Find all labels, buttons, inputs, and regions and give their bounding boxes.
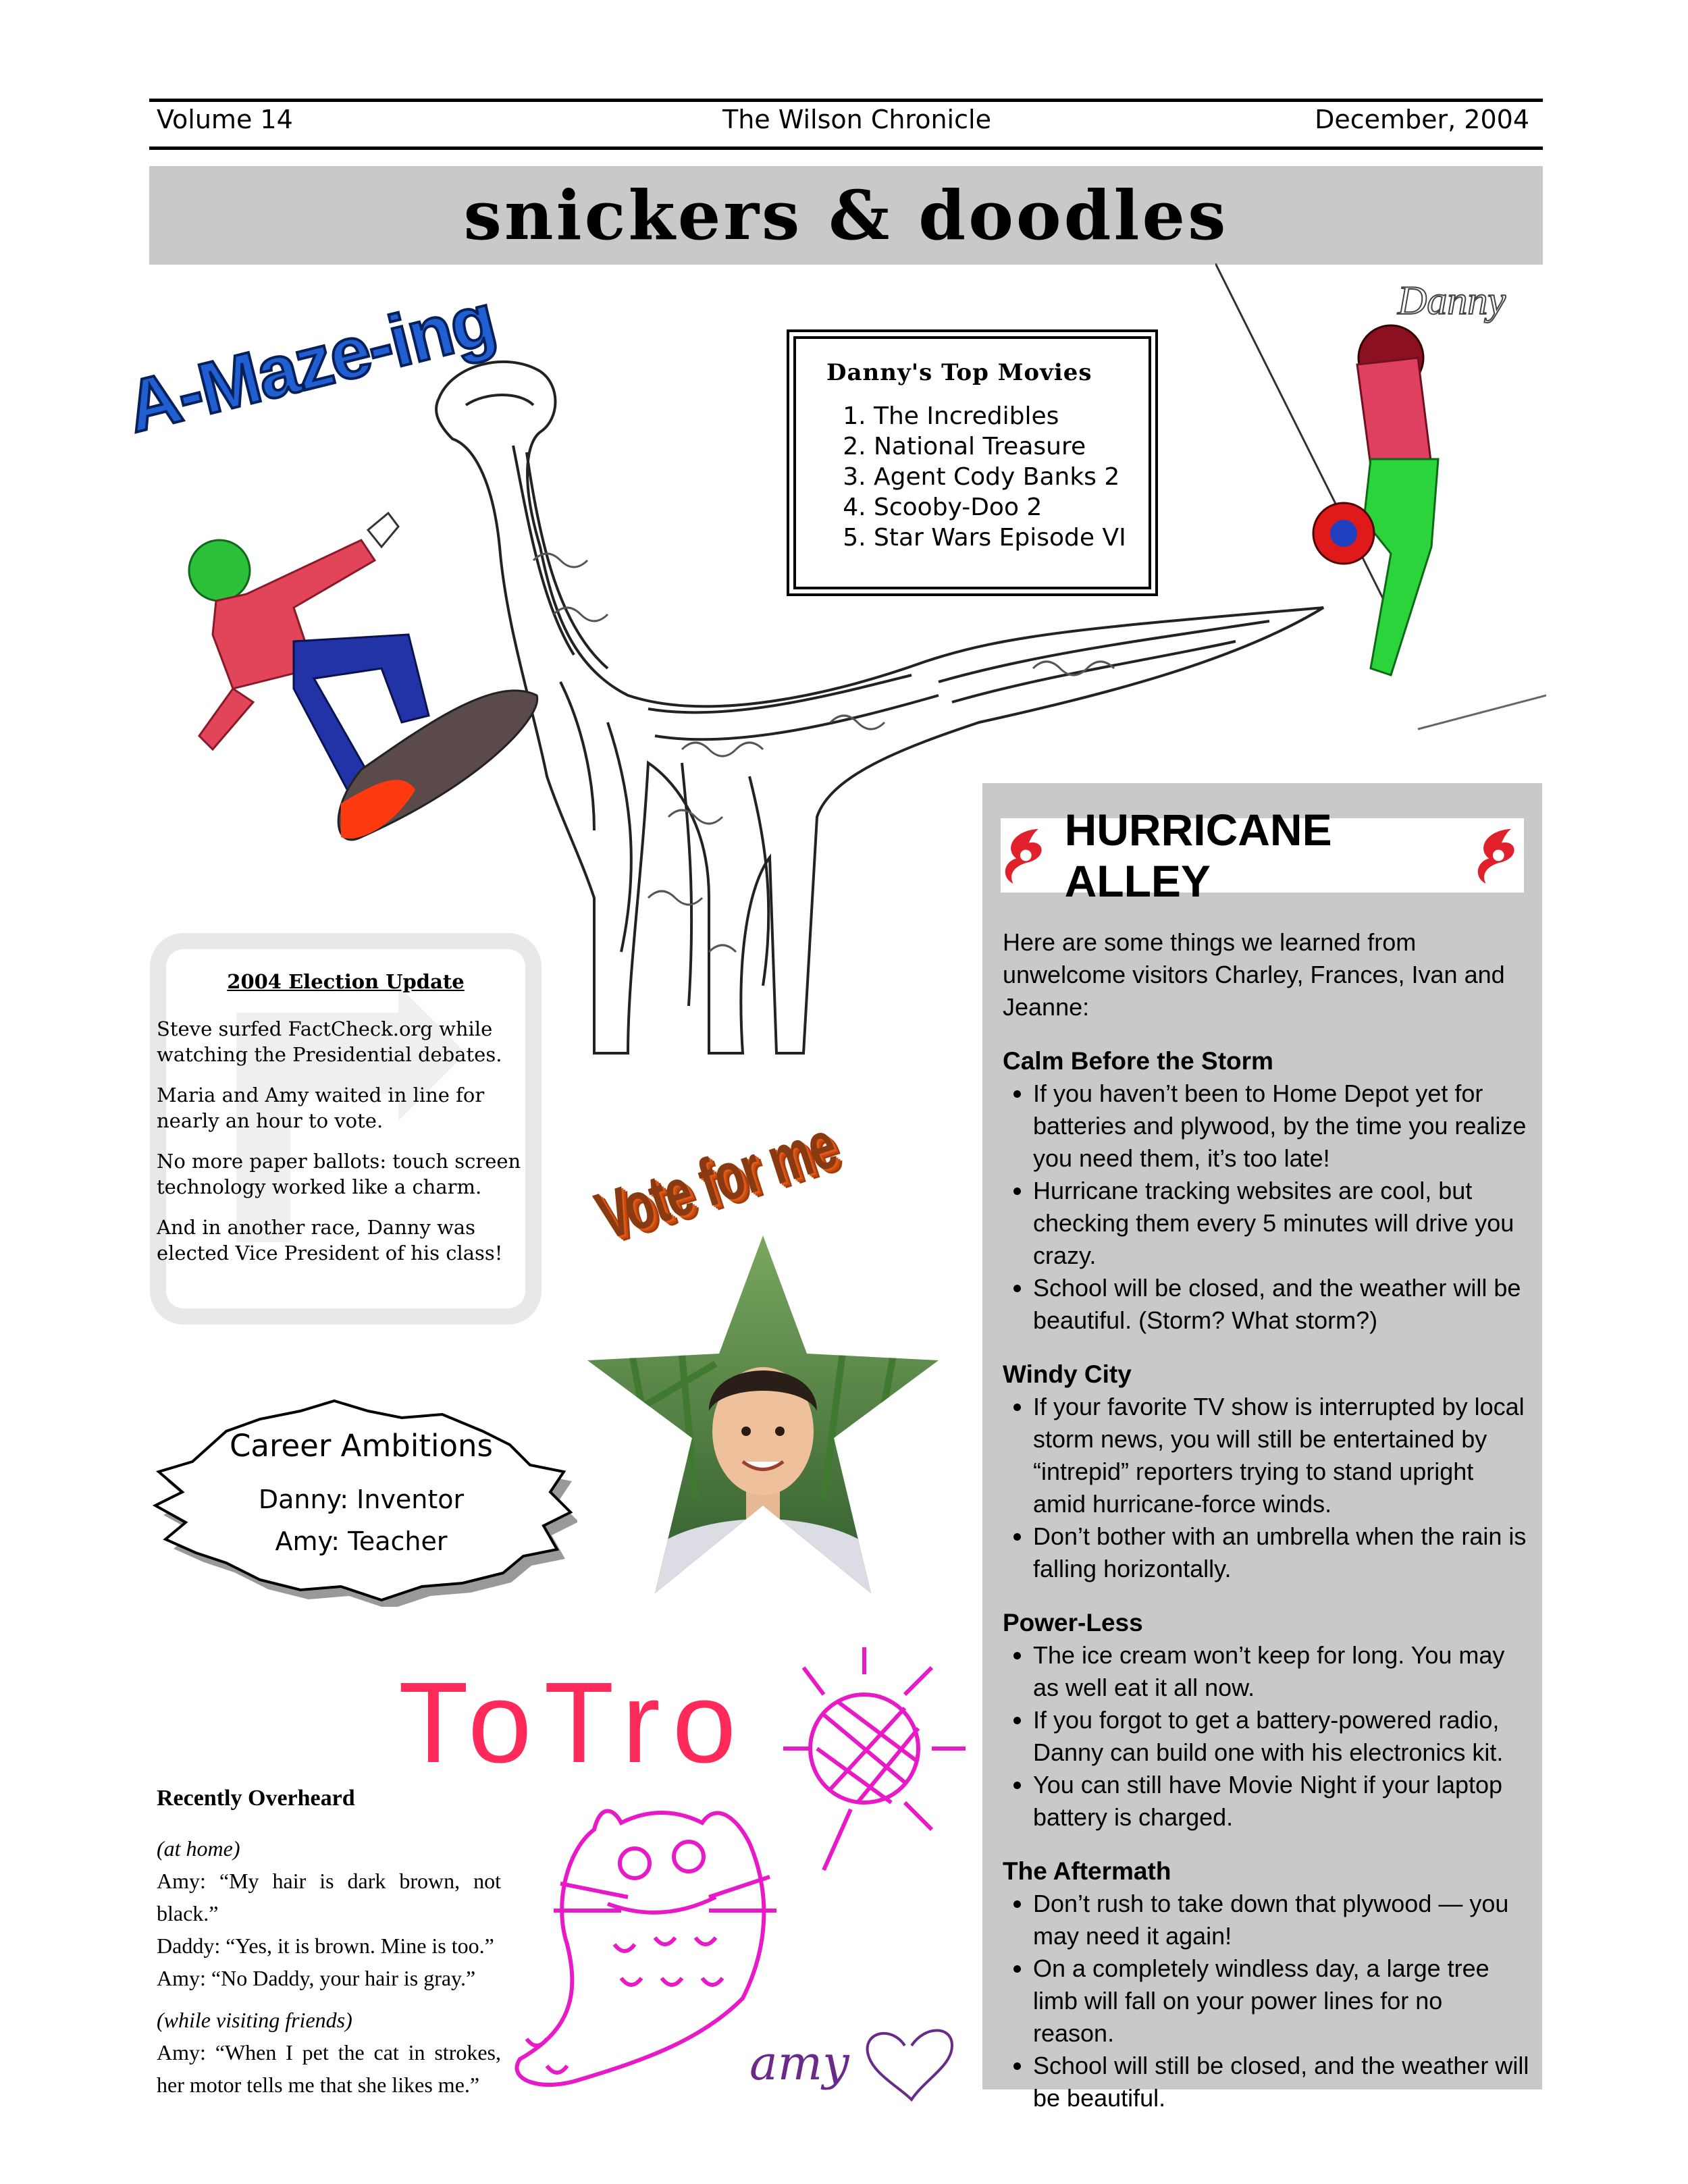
hurricane-tip: • If you haven’t been to Home Depot yet for batteries and plywood, by the time you realize you need them, it’s too late! [1033, 1077, 1529, 1175]
header-top-rule [149, 99, 1543, 102]
overheard-scene: (at home) [157, 1836, 240, 1861]
hurricane-section-list [1003, 1888, 1529, 2114]
movie-item: 4. Scooby-Doo 2 [874, 492, 1128, 523]
hurricane-section-heading: The Aftermath [1003, 1857, 1171, 1885]
hurricane-section-heading: Windy City [1003, 1360, 1132, 1388]
overheard-line: Amy: “When I pet the cat in strokes, her motor tells me that she likes me.” [157, 2040, 501, 2097]
maze-title: A-Maze-ing [118, 277, 502, 448]
climber-drawing [1215, 263, 1546, 783]
top-movies-title: Danny's Top Movies [826, 359, 1092, 386]
hurricane-title-bar [1001, 805, 1524, 906]
movie-item: 1. The Incredibles [874, 401, 1128, 431]
drawing-signature-danny: Danny [1398, 278, 1506, 323]
overheard-scene: (while visiting friends) [157, 2008, 352, 2032]
top-movies-box [787, 329, 1158, 596]
amy-signature: amy [749, 2035, 849, 2091]
election-item: Steve surfed FactCheck.org while watching the Presidential debates. [157, 1017, 502, 1066]
star-photo-danny [581, 1229, 945, 1600]
overheard-line: Amy: “No Daddy, your hair is gray.” [157, 1966, 476, 1990]
election-item: Maria and Amy waited in line for nearly an hour to vote. [157, 1084, 485, 1132]
totoro-text: ToTro [398, 1659, 749, 1787]
hurricane-tip: • School will still be closed, and the weather will be beautiful. [1033, 2050, 1529, 2114]
volume-label: Volume 14 [157, 105, 293, 134]
election-item: And in another race, Danny was elected Vice President of his class! [157, 1216, 503, 1264]
hurricane-tip: • Don’t rush to take down that plywood — you may need it again! [1033, 1888, 1529, 1952]
overheard-title: Recently Overheard [157, 1786, 355, 1811]
hurricane-tip: • You can still have Movie Night if your laptop battery is charged. [1033, 1769, 1529, 1834]
career-title: Career Ambitions [229, 1428, 493, 1464]
hurricane-title: HURRICANE ALLEY [1064, 805, 1332, 906]
election-item: No more paper ballots: touch screen technology worked like a charm. [157, 1150, 521, 1198]
hurricane-tip: • Don’t bother with an umbrella when the rain is falling horizontally. [1033, 1520, 1529, 1585]
hurricane-tip: • The ice cream won’t keep for long. You may as well eat it all now. [1033, 1639, 1529, 1704]
hurricane-section-heading: Power-Less [1003, 1609, 1143, 1636]
hurricane-tip: • If you forgot to get a battery-powered radio, Danny can build one with his electronics kit. [1033, 1704, 1529, 1769]
top-movies-list [826, 401, 1128, 553]
hurricane-tip: • On a completely windless day, a large tree limb will fall on your power lines for no reason. [1033, 1952, 1529, 2050]
election-title: 2004 Election Update [227, 970, 465, 993]
section-banner [149, 166, 1543, 265]
overheard-line: Amy: “My hair is dark brown, not black.” [157, 1869, 501, 1925]
overheard-line: Daddy: “Yes, it is brown. Mine is too.” [157, 1934, 494, 1958]
hurricane-body [1003, 926, 1529, 2136]
hurricane-intro: Here are some things we learned from unwelcome visitors Charley, Frances, Ivan and Jeanne: [1003, 928, 1505, 1021]
hurricane-icon [1001, 822, 1051, 889]
paper-title: The Wilson Chronicle [722, 105, 991, 134]
hurricane-section-list [1003, 1639, 1529, 1834]
hurricane-section-heading: Calm Before the Storm [1003, 1047, 1273, 1075]
hurricane-section-list [1003, 1391, 1529, 1585]
hurricane-tip: • If your favorite TV show is interrupted by local storm news, you will still be entertained by “intrepid” reporters trying to stand upright amid hurricane-force winds. [1033, 1391, 1529, 1520]
movie-item: 5. Star Wars Episode VI [874, 523, 1128, 553]
election-update [157, 969, 535, 1281]
hurricane-icon [1473, 822, 1524, 889]
hurricane-tip: • School will be closed, and the weather will be beautiful. (Storm? What storm?) [1033, 1272, 1529, 1337]
career-ambitions [203, 1428, 520, 1562]
movie-item: 2. National Treasure [874, 431, 1128, 462]
career-danny: Danny: Inventor [258, 1485, 465, 1514]
career-amy: Amy: Teacher [275, 1526, 448, 1556]
vote-for-me-wordart: Vote for me [587, 1106, 845, 1255]
hurricane-tip: • Hurricane tracking websites are cool, but checking them every 5 minutes will drive you crazy. [1033, 1175, 1529, 1272]
header-bottom-rule [149, 147, 1543, 150]
hurricane-section-list [1003, 1077, 1529, 1337]
movie-item: 3. Agent Cody Banks 2 [874, 462, 1128, 492]
banner-title: snickers & doodles [463, 176, 1229, 255]
issue-date: December, 2004 [1315, 105, 1529, 134]
snowboarder-drawing [159, 500, 557, 864]
recently-overheard [157, 1782, 501, 2110]
